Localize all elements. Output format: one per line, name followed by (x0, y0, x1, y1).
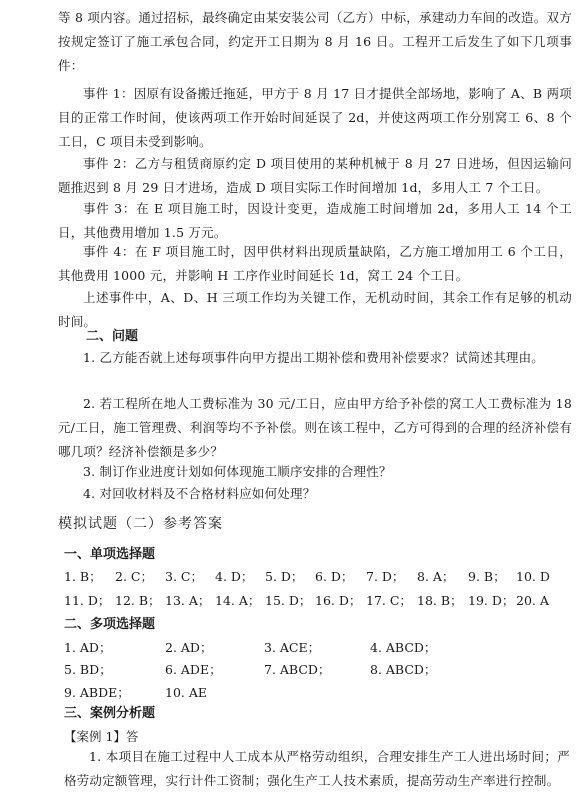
answer-item: 16. D； (315, 593, 362, 608)
single-choice-row-1 (64, 567, 564, 587)
answer-item: 3. C； (165, 569, 203, 584)
section-heading-single-choice: 一、单项选择题 (64, 547, 156, 562)
answer-item: 8. ABCD； (370, 662, 437, 677)
answer-item: 5. D； (265, 569, 304, 584)
answer-item: 2. C； (115, 569, 153, 584)
answer-item: 9. ABDE； (64, 685, 130, 700)
answer-title: 模拟试题（二）参考答案 (58, 516, 223, 532)
answer-item: 9. B； (468, 569, 506, 584)
answer-item: 7. D； (366, 569, 405, 584)
paragraph-event-4: 事件 4：在 F 项目施工时，因甲供材料出现质量缺陷，乙方施工增加用工 6 个工日，其他费用 1000 元，并影响 H 工序作业时间延长 1d，窝工 24 个工日。 (58, 244, 572, 283)
answer-item: 20. A (516, 593, 549, 608)
paragraph-intro: 等 8 项内容。通过招标，最终确定由某安装公司（乙方）中标，承建动力车间的改造。双方按规定签订了施工承包合同，约定开工日期为 8 月 16 日。工程开工后发生了如下几项事件： (58, 10, 572, 73)
multi-choice-row-1 (64, 638, 564, 658)
paragraph-event-1: 事件 1：因原有设备搬迁拖延，甲方于 8 月 17 日才提供全部场地，影响了 A、B 两项目的正常工作时间，使该两项工作开始时间延误了 2d，并使这两项工作分别窝工 6、8 个工日，C 项目未受到影响。 (58, 86, 572, 149)
question-2: 2. 若工程所在地人工费标准为 30 元/工日，应由甲方给予补偿的窝工人工费标准为 18 元/工日，施工管理费、利润等均不予补偿。则在该工程中，乙方可得到的合理的经济补偿有哪几项？经济补偿额是多少？ (58, 396, 572, 459)
case-label: 【案例 1】答 (64, 729, 139, 744)
question-1: 1. 乙方能否就上述每项事件向甲方提出工期补偿和费用补偿要求？试简述其理由。 (83, 350, 545, 365)
section-heading-case-analysis: 三、案例分析题 (64, 706, 156, 721)
single-choice-row-2 (64, 591, 564, 611)
answer-item: 11. D； (64, 593, 111, 608)
answer-item: 4. ABCD； (370, 640, 437, 655)
answer-item: 13. A； (165, 593, 211, 608)
answer-item: 2. AD； (165, 640, 213, 655)
answer-item: 6. D； (315, 569, 354, 584)
answer-item: 4. D； (215, 569, 254, 584)
answer-item: 10. AE (165, 685, 208, 700)
case-answer-1: 1. 本项目在施工过程中人工成本从严格劳动组织，合理安排生产工人进出场时间；严格劳动定额管理，实行计件工资制；强化生产工人技术素质，提高劳动生产率进行控制。 (64, 749, 570, 788)
multi-choice-row-3 (64, 683, 564, 703)
paragraph-event-2: 事件 2：乙方与租赁商原约定 D 项目使用的某种机械于 8 月 27 日进场，但因运输问题推迟到 8 月 29 日才进场，造成 D 项目实际工作时间增加 1d，多用人工 7 个工日。 (58, 156, 572, 195)
answer-item: 3. ACE； (264, 640, 321, 655)
question-3: 3. 制订作业进度计划如何体现施工顺序安排的合理性？ (83, 464, 392, 479)
answer-item: 1. B； (64, 569, 102, 584)
paragraph-critical-note: 上述事件中，A、D、H 三项工作均为关键工作，无机动时间，其余工作有足够的机动时间。 (58, 290, 572, 329)
answer-item: 12. B； (115, 593, 161, 608)
answer-item: 6. ADE； (165, 662, 222, 677)
section-heading-questions: 二、问题 (86, 329, 139, 344)
section-heading-multiple-choice: 二、多项选择题 (64, 617, 156, 632)
answer-item: 14. A； (215, 593, 261, 608)
answer-item: 19. D； (468, 593, 515, 608)
answer-item: 7. ABCD； (264, 662, 331, 677)
multi-choice-row-2 (64, 660, 564, 680)
answer-item: 18. B； (417, 593, 463, 608)
answer-item: 15. D； (265, 593, 312, 608)
question-4: 4. 对回收材料及不合格材料应如何处理？ (83, 486, 316, 501)
answer-item: 1. AD； (64, 640, 112, 655)
answer-item: 17. C； (366, 593, 412, 608)
paragraph-event-3: 事件 3：在 E 项目施工时，因设计变更，造成施工时间增加 2d，多用人工 14 个工日，其他费用增加 1.5 万元。 (58, 201, 572, 240)
answer-item: 10. D (516, 569, 550, 584)
answer-item: 8. A； (417, 569, 455, 584)
answer-item: 5. BD； (64, 662, 112, 677)
